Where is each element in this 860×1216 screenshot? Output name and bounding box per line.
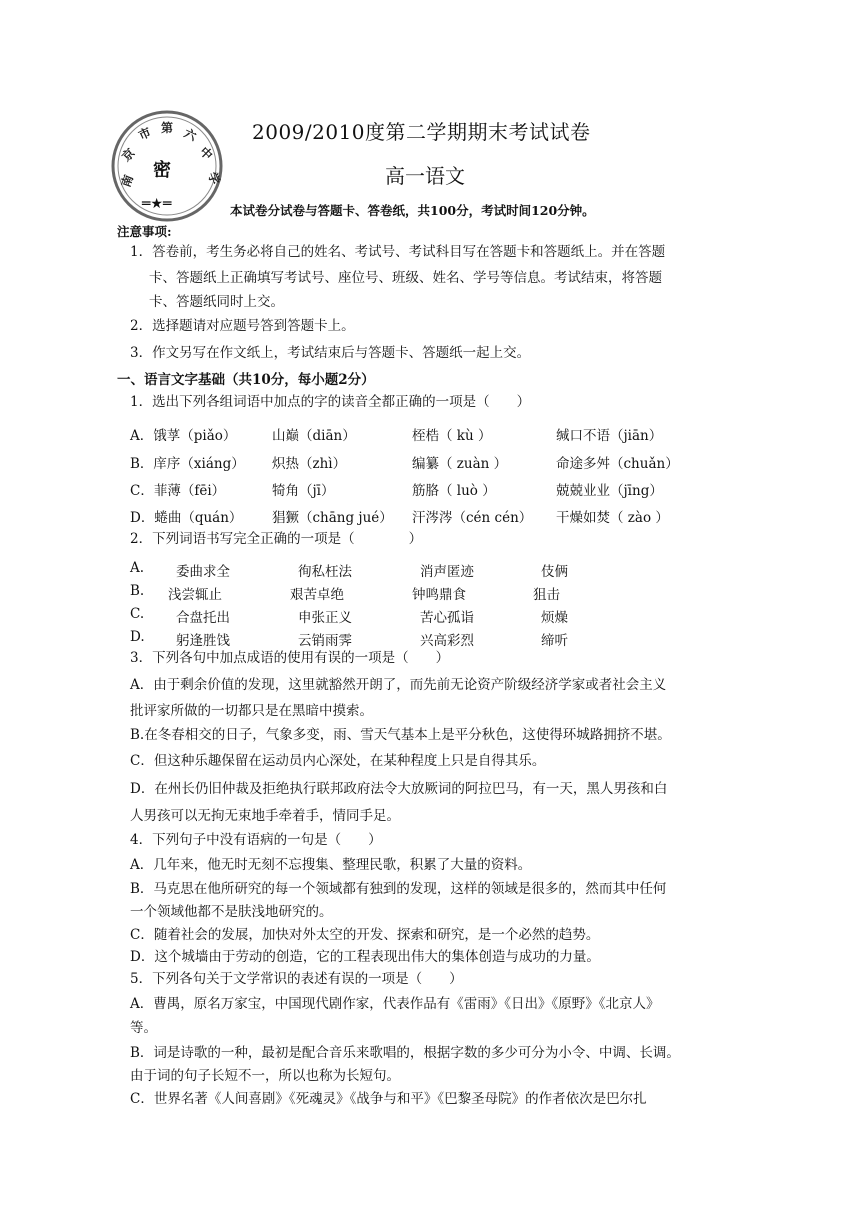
notice-line: 2．选择题请对应题号答到答题卡上。 bbox=[130, 318, 355, 334]
seal-char-2: 京 bbox=[119, 145, 138, 165]
q1-option: 兢兢业业（jīng） bbox=[556, 483, 663, 499]
q2-word: 伎俩 bbox=[541, 564, 568, 580]
q1-option: 命途多舛（chuǎn） bbox=[556, 456, 679, 472]
q2-word: 徇私枉法 bbox=[298, 564, 352, 580]
seal-char-4: 第 bbox=[161, 121, 174, 135]
q2-word: 缔听 bbox=[541, 633, 568, 649]
seal-bottom: ═★═ bbox=[142, 196, 172, 212]
q2-word: 躬逢胜饯 bbox=[176, 633, 230, 649]
question-stem: 2．下列词语书写完全正确的一项是（ ） bbox=[130, 531, 423, 547]
q2-word: 兴高彩烈 bbox=[420, 633, 474, 649]
exam-title: 2009/2010度第二学期期末考试试卷 bbox=[252, 120, 591, 144]
q5-text-line: A．曹禺，原名万家宝，中国现代剧作家，代表作品有《雷雨》《日出》《原野》《北京人》 bbox=[130, 996, 660, 1012]
q5-text-line: 等。 bbox=[130, 1020, 157, 1036]
seal-center: 密 bbox=[153, 160, 171, 181]
q1-option: 汗涔涔（cén cén） bbox=[412, 510, 533, 526]
q1-option: C．菲薄（fēi） bbox=[130, 483, 226, 499]
q5-text-line: 由于词的句子长短不一，所以也称为长短句。 bbox=[130, 1068, 400, 1084]
seal-char-1: 南 bbox=[118, 172, 136, 190]
question-stem: 5．下列各句关于文学常识的表述有误的一项是（ ） bbox=[130, 971, 463, 987]
exam-subtitle: 高一语文 bbox=[385, 164, 465, 188]
q2-word: 合盘托出 bbox=[176, 610, 230, 626]
q4-text-line: B．马克思在他所研究的每一个领域都有独到的发现，这样的领域是很多的，然而其中任何 bbox=[130, 881, 667, 897]
q4-text-line: C．随着社会的发展，加快对外太空的开发、探索和研究，是一个必然的趋势。 bbox=[130, 927, 600, 943]
q2-word: 钟鸣鼎食 bbox=[412, 587, 466, 603]
q1-option: 干燥如焚（ zào ） bbox=[556, 510, 669, 526]
q4-text-line: A．几年来，他无时无刻不忘搜集、整理民歌，积累了大量的资料。 bbox=[130, 857, 532, 873]
q2-word: 苦心孤诣 bbox=[420, 610, 474, 626]
q1-option: 缄口不语（jiān） bbox=[556, 428, 663, 444]
q2-word: 委曲求全 bbox=[176, 564, 230, 580]
q1-option: 筋胳（ luò ） bbox=[412, 483, 496, 499]
q3-text-line: C．但这种乐趣保留在运动员内心深处，在某种程度上只是自得其乐。 bbox=[130, 753, 546, 769]
q2-word: 消声匿迹 bbox=[420, 564, 474, 580]
seal-char-5: 六 bbox=[181, 126, 199, 144]
q3-text-line: D．在州长仍旧仲裁及拒绝执行联邦政府法令大放厥词的阿拉巴马，有一天，黑人男孩和白 bbox=[130, 781, 668, 797]
q2-word: 申张正义 bbox=[298, 610, 352, 626]
q1-option: 猖獗（chāng jué） bbox=[272, 510, 393, 526]
q1-option: D．蜷曲（quán） bbox=[130, 510, 243, 526]
seal-char-7: 学 bbox=[205, 170, 223, 187]
q1-option: B．庠序（xiáng） bbox=[130, 456, 245, 472]
q2-word: 艰苦卓绝 bbox=[290, 587, 344, 603]
notice-heading: 注意事项: bbox=[117, 224, 172, 239]
q5-text-line: B．词是诗歌的一种，最初是配合音乐来歌唱的，根据字数的多少可分为小令、中调、长调。 bbox=[130, 1045, 680, 1061]
q1-option: 炽热（zhì） bbox=[272, 456, 347, 472]
q1-option: 编纂（ zuàn ） bbox=[412, 456, 508, 472]
q5-text-line: C．世界名著《人间喜剧》《死魂灵》《战争与和平》《巴黎圣母院》的作者依次是巴尔扎 bbox=[130, 1091, 647, 1107]
notice-line: 3．作文另写在作文纸上，考试结束后与答题卡、答题纸一起上交。 bbox=[130, 345, 531, 361]
q2-word: 狙击 bbox=[533, 587, 560, 603]
q3-text-line: A．由于剩余价值的发现，这里就豁然开朗了，而先前无论资产阶级经济学家或者社会主义 bbox=[130, 677, 667, 693]
q4-text-line: D．这个城墙由于劳动的创造，它的工程表现出伟大的集体创造与成功的力量。 bbox=[130, 949, 600, 965]
q1-option: 山巅（diān） bbox=[272, 428, 356, 444]
question-stem: 1．选出下列各组词语中加点的字的读音全都正确的一项是（ ） bbox=[130, 394, 531, 410]
q2-option-letter: A. bbox=[130, 560, 145, 576]
q1-option: A．饿莩（piǎo） bbox=[130, 428, 237, 444]
q2-word: 云销雨霁 bbox=[298, 633, 352, 649]
q3-text-line: B.在冬春相交的日子，气象多变，雨、雪天气基本上是平分秋色，这使得环城路拥挤不堪。 bbox=[130, 727, 671, 743]
q2-word: 浅尝辄止 bbox=[168, 587, 222, 603]
q3-text-line: 批评家所做的一切都只是在黑暗中摸索。 bbox=[130, 703, 373, 719]
q4-text-line: 一个领域他都不是肤浅地研究的。 bbox=[130, 904, 333, 920]
seal-char-3: 市 bbox=[136, 124, 154, 143]
q2-word: 烦燥 bbox=[541, 610, 568, 626]
school-seal bbox=[105, 110, 230, 222]
notice-line: 卡、答题纸上正确填写考试号、座位号、班级、姓名、学号等信息。考试结束，将答题 bbox=[149, 270, 662, 286]
section-heading: 一、语言文字基础（共10分，每小题2分） bbox=[117, 372, 375, 388]
q1-option: 桎梏（ kù ） bbox=[412, 428, 492, 444]
q2-option-letter: D. bbox=[130, 629, 145, 645]
notice-line: 1．答卷前，考生务必将自己的姓名、考试号、考试科目写在答题卡和答题纸上。并在答题 bbox=[130, 244, 666, 260]
seal-char-6: 中 bbox=[196, 144, 216, 163]
exam-info: 本试卷分试卷与答题卡、答卷纸，共100分，考试时间120分钟。 bbox=[230, 203, 595, 218]
question-stem: 3．下列各句中加点成语的使用有误的一项是（ ） bbox=[130, 650, 450, 666]
question-stem: 4．下列句子中没有语病的一句是（ ） bbox=[130, 832, 382, 848]
q3-text-line: 人男孩可以无拘无束地手牵着手，情同手足。 bbox=[130, 808, 400, 824]
q2-option-letter: C. bbox=[130, 606, 145, 622]
q1-option: 犄角（jī） bbox=[272, 483, 335, 499]
q2-option-letter: B. bbox=[130, 583, 145, 599]
notice-line: 卡、答题纸同时上交。 bbox=[149, 294, 284, 310]
